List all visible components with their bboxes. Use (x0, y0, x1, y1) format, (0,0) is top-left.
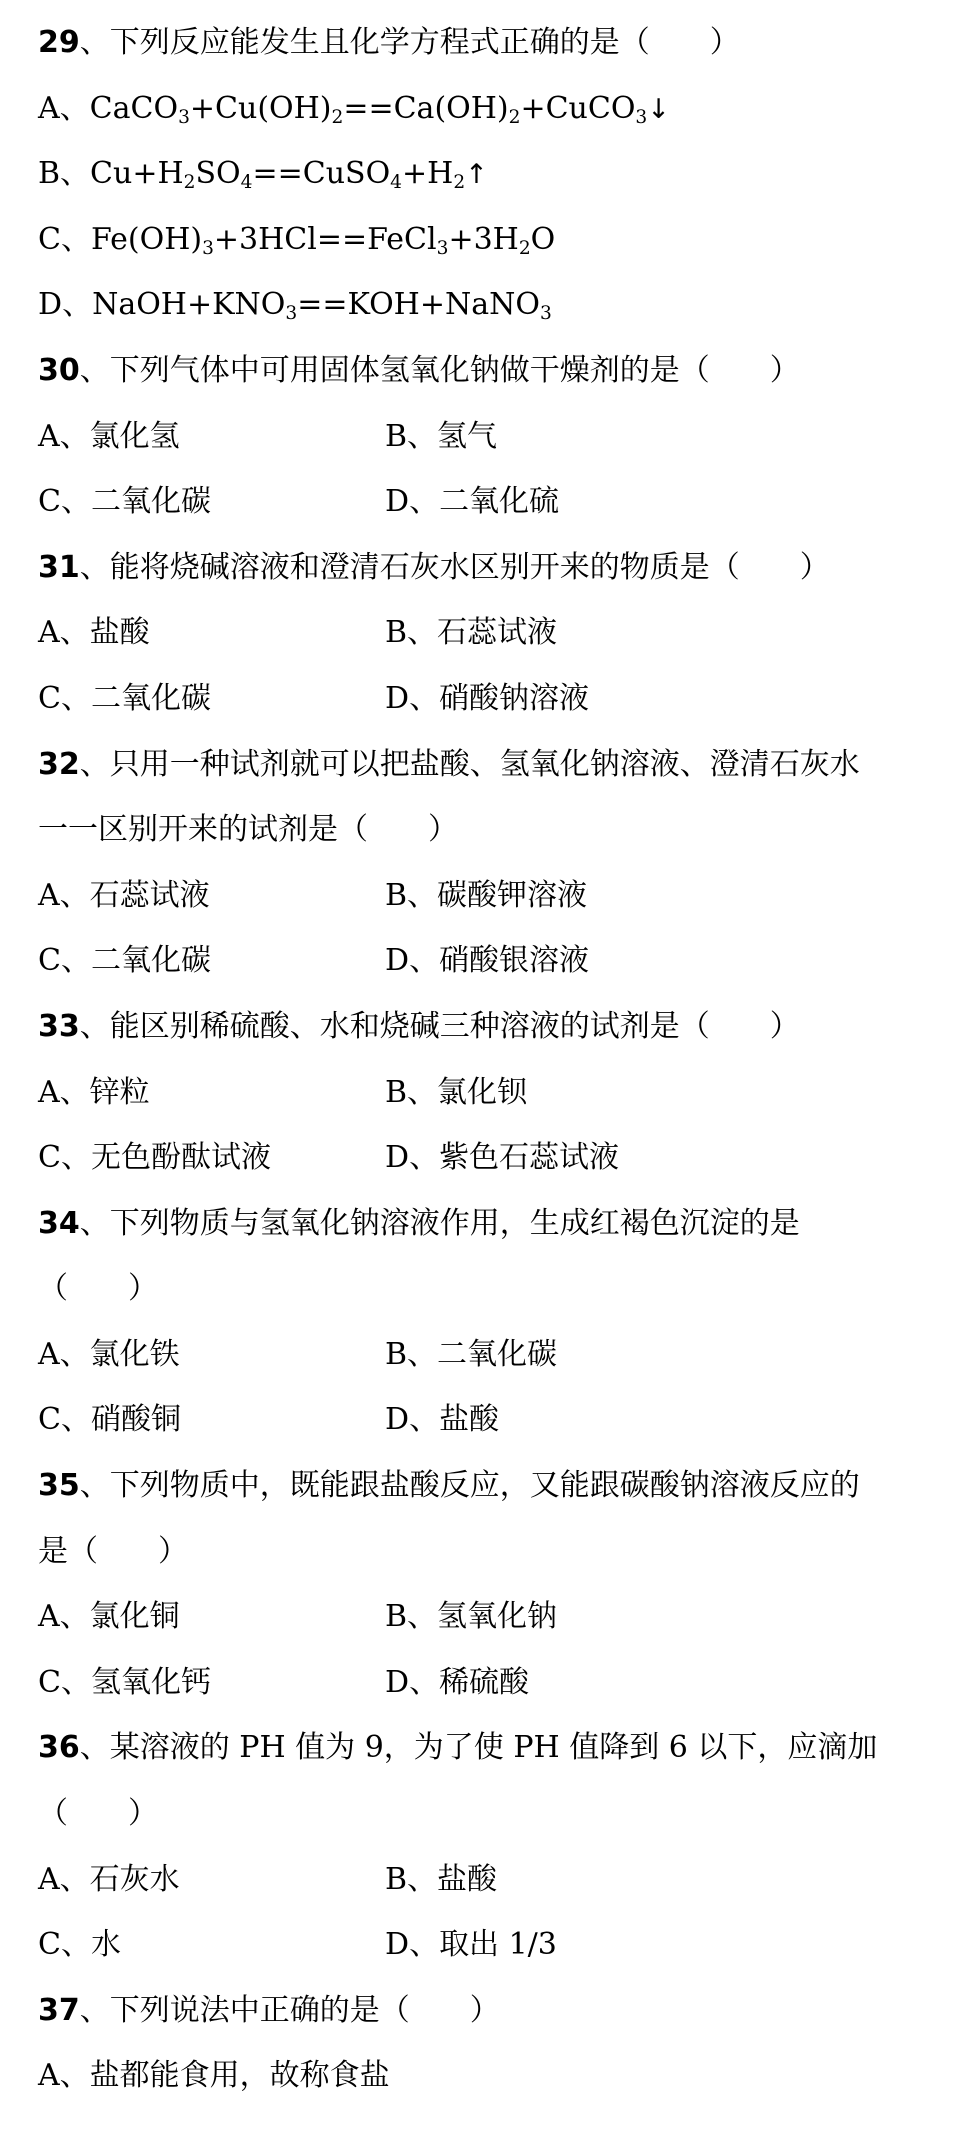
option-letter: A (38, 1861, 60, 1897)
question-stem-line (38, 797, 938, 863)
chemical-equation (90, 156, 488, 194)
question-32 (38, 732, 938, 994)
option-d: D、取出 1/3 (385, 1927, 557, 1963)
option-text: 紫色石蕊试液 (439, 1140, 620, 1176)
option-a: A、氯化铜 (38, 1599, 180, 1635)
option-letter: A (38, 1599, 60, 1635)
option-letter: D (385, 1927, 410, 1963)
question-37 (38, 1978, 938, 2109)
question-31 (38, 535, 938, 732)
question-stem-text: 、下列物质中，既能跟盐酸反应，又能跟碳酸钠溶液反应的 (79, 1468, 860, 1504)
question-stem-line (38, 1715, 938, 1781)
subscript: 2 (331, 106, 344, 128)
formula-text: ==Ca(OH) (343, 90, 509, 126)
subscript: 4 (390, 172, 403, 194)
option-letter: C (38, 1402, 61, 1438)
option-letter: B (385, 615, 408, 651)
option-letter: C (38, 1927, 61, 1963)
option-row (38, 600, 938, 666)
question-36 (38, 1715, 938, 1977)
option-text: 氢氧化钙 (90, 1664, 211, 1700)
option-a: A、氯化氢 (38, 418, 180, 454)
option-text: 氯化钡 (437, 1074, 528, 1110)
option-letter: D (385, 1140, 410, 1176)
option-letter: B (385, 1074, 408, 1110)
option-text: 二氧化碳 (90, 680, 211, 716)
option-text: 氯化氢 (89, 418, 180, 454)
option-row (38, 928, 938, 994)
formula-text: O (530, 221, 556, 257)
option-c: C、氢氧化钙 (38, 1664, 211, 1700)
question-34 (38, 1191, 938, 1453)
option-row (38, 1125, 938, 1191)
option-b: B、盐酸 (385, 1861, 498, 1897)
option-text: 氢氧化钠 (437, 1599, 558, 1635)
option-row (38, 1584, 938, 1650)
question-stem-line (38, 1453, 938, 1519)
option-letter: C (38, 680, 61, 716)
question-stem-line (38, 1781, 938, 1847)
precipitate-arrow-icon: ↓ (647, 93, 670, 125)
question-number: 37 (38, 1992, 80, 2028)
subscript: 2 (453, 172, 466, 194)
option-b: B、碳酸钾溶液 (385, 877, 588, 913)
chemical-equation (91, 222, 555, 257)
chemical-equation (90, 91, 670, 126)
option-b: B、氢气 (385, 418, 498, 454)
option-text: 取出 1/3 (439, 1927, 557, 1963)
option-letter: A (38, 615, 60, 651)
option-a: A、石蕊试液 (38, 877, 210, 913)
option-letter: A (38, 1074, 60, 1110)
question-number: 33 (38, 1008, 80, 1044)
subscript: 2 (518, 237, 531, 259)
option-letter: D (38, 287, 63, 323)
subscript: 3 (436, 237, 449, 259)
formula-text: Cu+H (90, 156, 184, 192)
option-letter: B (385, 1599, 408, 1635)
option-letter: D (385, 1402, 410, 1438)
option-letter: B (38, 156, 61, 192)
option-text: 氢气 (437, 418, 498, 454)
subscript: 4 (240, 172, 253, 194)
option-text: 石蕊试液 (89, 877, 210, 913)
option-text: 盐都能食用，故称食盐 (89, 2058, 390, 2094)
formula-text: +3H (448, 221, 519, 257)
question-stem-line (38, 338, 938, 404)
option-letter: C (38, 221, 61, 257)
question-number: 31 (38, 549, 80, 585)
option-text: 盐酸 (437, 1861, 498, 1897)
question-number: 32 (38, 746, 80, 782)
question-number: 36 (38, 1730, 80, 1766)
subscript: 2 (508, 106, 521, 128)
option-text: 二氧化碳 (90, 484, 211, 520)
option-text: 水 (90, 1927, 121, 1963)
option-d: D、盐酸 (385, 1402, 500, 1438)
option-row (38, 1847, 938, 1913)
option-text: 碳酸钾溶液 (437, 877, 588, 913)
question-number: 30 (38, 352, 80, 388)
question-29 (38, 10, 938, 338)
question-35 (38, 1453, 938, 1715)
question-stem-line (38, 10, 938, 76)
option-c: C、$Fe(OH)_3+3HCl==FeCl_3+3H_2O$ (38, 221, 556, 259)
formula-text: ==CuSO (252, 156, 391, 192)
option-text: 无色酚酞试液 (90, 1140, 271, 1176)
option-row (38, 1387, 938, 1453)
option-letter: D (385, 680, 410, 716)
option-c: C、二氧化碳 (38, 943, 211, 979)
formula-text: +H (402, 156, 454, 192)
option-letter: B (385, 877, 408, 913)
subscript: 3 (202, 237, 214, 259)
option-text: 二氧化碳 (437, 1336, 558, 1372)
option-letter: A (38, 90, 60, 126)
option-letter: B (385, 418, 408, 454)
option-d: D、$NaOH+KNO_3==KOH+NaNO_3$ (38, 287, 552, 325)
formula-text: NaOH+KNO (92, 287, 286, 323)
option-b: B、氢氧化钠 (385, 1599, 558, 1635)
option-row (38, 1060, 938, 1126)
subscript: 3 (285, 303, 298, 325)
option-text: 硝酸钠溶液 (439, 680, 590, 716)
option-text: 氯化铜 (89, 1599, 180, 1635)
question-stem-text: 、下列气体中可用固体氢氧化钠做干燥剂的是（ ） (79, 352, 800, 388)
option-letter: A (38, 1336, 60, 1372)
formula-text: +Cu(OH) (189, 90, 332, 126)
question-stem-line (38, 1978, 938, 2044)
question-stem-text: 、能区别稀硫酸、水和烧碱三种溶液的试剂是（ ） (79, 1008, 800, 1044)
subscript: 3 (539, 303, 552, 325)
option-row (38, 469, 938, 535)
question-number: 29 (38, 25, 80, 60)
option-row (38, 404, 938, 470)
option-text: 石蕊试液 (437, 615, 558, 651)
formula-text: SO (195, 156, 241, 192)
option-letter: D (385, 1664, 410, 1700)
option-text: 盐酸 (439, 1402, 500, 1438)
question-number: 35 (38, 1468, 80, 1504)
option-text: 氯化铁 (89, 1336, 180, 1372)
option-row (38, 666, 938, 732)
question-stem-text: 是（ ） (38, 1533, 188, 1569)
option-c: C、无色酚酞试液 (38, 1140, 271, 1176)
option-d: D、稀硫酸 (385, 1664, 530, 1700)
question-number: 34 (38, 1205, 80, 1241)
question-33 (38, 994, 938, 1191)
option-b: B、$Cu+H_2SO_4==CuSO_4+H_2↑$ (38, 156, 488, 194)
option-row (38, 1650, 938, 1716)
option-text: 硝酸铜 (90, 1402, 181, 1438)
option-b: B、氯化钡 (385, 1074, 528, 1110)
option-c: C、硝酸铜 (38, 1402, 181, 1438)
option-letter: B (385, 1336, 408, 1372)
option-a: A、石灰水 (38, 1861, 180, 1897)
question-stem-text: 一一区别开来的试剂是（ ） (38, 812, 458, 848)
option-text: 稀硫酸 (439, 1664, 530, 1700)
question-stem-text: 、能将烧碱溶液和澄清石灰水区别开来的物质是（ ） (79, 549, 830, 585)
formula-text: CaCO (89, 90, 179, 126)
question-stem-line (38, 1519, 938, 1585)
question-stem-text: （ ） (38, 1271, 158, 1307)
option-a: A、锌粒 (38, 1074, 150, 1110)
option-d: D、二氧化硫 (385, 484, 560, 520)
option-d: D、硝酸银溶液 (385, 943, 590, 979)
question-stem-text: 、下列物质与氢氧化钠溶液作用，生成红褐色沉淀的是 (79, 1205, 800, 1241)
formula-text: Fe(OH) (90, 221, 203, 257)
option-letter: B (385, 1861, 408, 1897)
option-letter: A (38, 2058, 60, 2094)
option-text: 硝酸银溶液 (439, 943, 590, 979)
question-stem-text: （ ） (38, 1796, 158, 1832)
question-stem-text: 、某溶液的 PH 值为 9，为了使 PH 值降到 6 以下，应滴加 (79, 1730, 878, 1766)
option-a: A、氯化铁 (38, 1336, 180, 1372)
option-b: B、石蕊试液 (385, 615, 558, 651)
option-c: C、二氧化碳 (38, 680, 211, 716)
question-stem-line (38, 994, 938, 1060)
option-row (38, 863, 938, 929)
question-stem-text: 、下列反应能发生且化学方程式正确的是（ ） (79, 25, 740, 60)
option-letter: D (385, 943, 410, 979)
option-text: 二氧化碳 (90, 943, 211, 979)
chemical-equation (92, 287, 552, 325)
option-a: A、盐酸 (38, 615, 150, 651)
option-row (38, 1912, 938, 1978)
option-letter: C (38, 943, 61, 979)
exam-page (38, 10, 938, 2109)
option-letter: C (38, 484, 61, 520)
subscript: 3 (635, 106, 648, 128)
question-stem-line (38, 1191, 938, 1257)
option-text: 石灰水 (89, 1861, 180, 1897)
question-stem-line (38, 535, 938, 601)
option-letter: A (38, 418, 60, 454)
option-c: C、水 (38, 1927, 121, 1963)
option-d: D、硝酸钠溶液 (385, 680, 590, 716)
option-d: D、紫色石蕊试液 (385, 1140, 620, 1176)
formula-text: +CuCO (520, 90, 636, 126)
option-row (38, 1322, 938, 1388)
question-stem-line (38, 732, 938, 798)
option-a: A、$CaCO_3+Cu(OH)_2==Ca(OH)_2+CuCO_3↓$ (38, 90, 670, 128)
option-letter: C (38, 1140, 61, 1176)
gas-arrow-icon: ↑ (465, 159, 488, 191)
option-letter: A (38, 877, 60, 913)
subscript: 2 (183, 172, 196, 194)
formula-text: ==KOH+NaNO (297, 287, 540, 323)
option-letter: D (385, 484, 410, 520)
question-30 (38, 338, 938, 535)
formula-text: +3HCl==FeCl (213, 221, 437, 257)
option-b: B、二氧化碳 (385, 1336, 558, 1372)
question-stem-text: 、下列说法中正确的是（ ） (79, 1992, 500, 2028)
option-c: C、二氧化碳 (38, 484, 211, 520)
question-stem-text: 、只用一种试剂就可以把盐酸、氢氧化钠溶液、澄清石灰水 (79, 746, 860, 782)
option-text: 盐酸 (89, 615, 150, 651)
question-stem-line (38, 1256, 938, 1322)
option-text: 锌粒 (89, 1074, 150, 1110)
option-a: A、盐都能食用，故称食盐 (38, 2058, 390, 2094)
option-text: 二氧化硫 (439, 484, 560, 520)
subscript: 3 (178, 106, 190, 128)
option-letter: C (38, 1664, 61, 1700)
